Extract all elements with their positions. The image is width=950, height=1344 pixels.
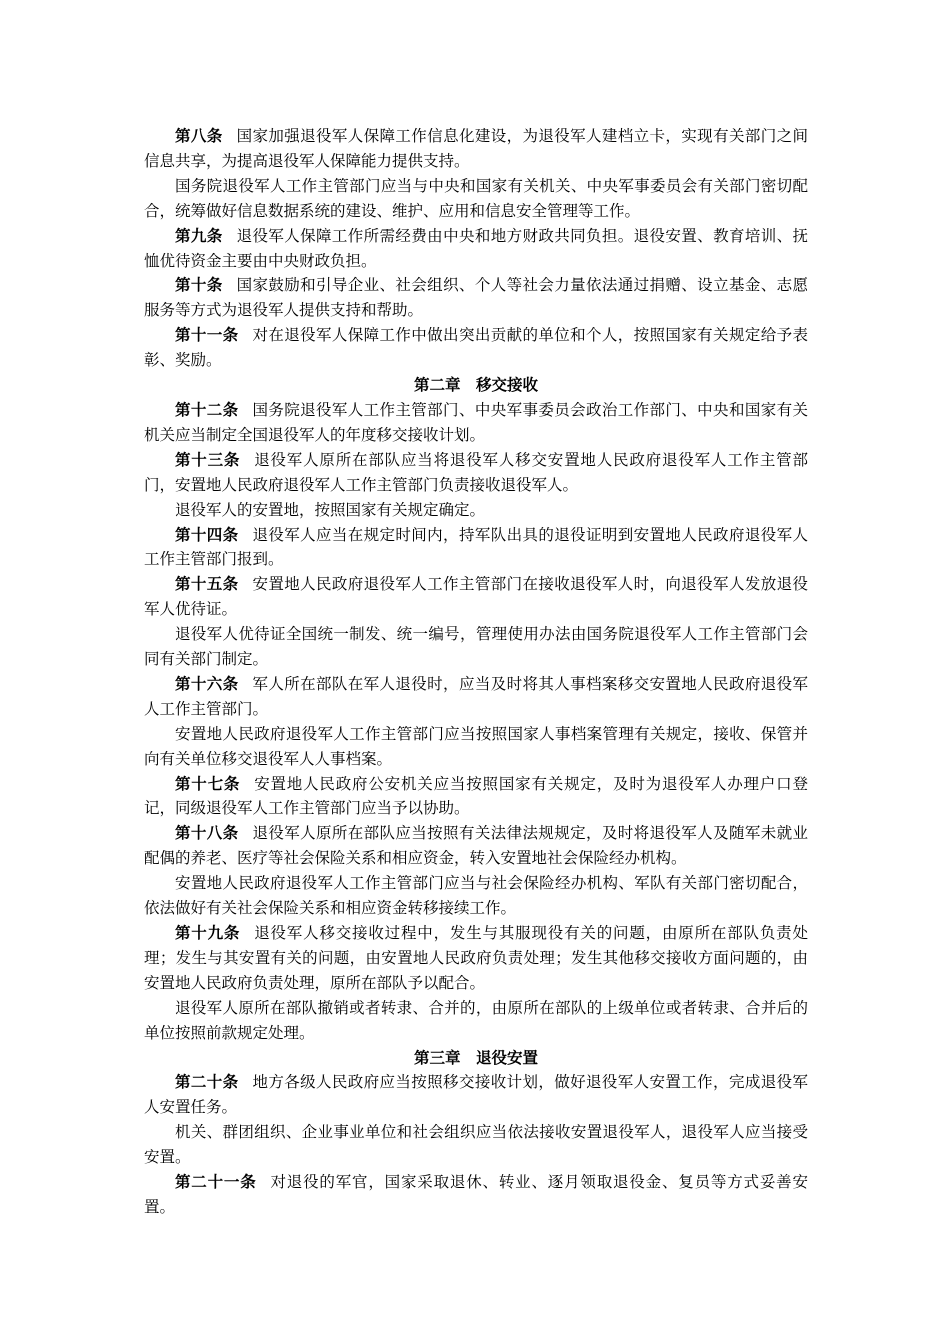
chapter-number: 第二章: [413, 375, 461, 395]
article-paragraph: [144, 273, 808, 323]
paragraph-text: 安置地人民政府退役军人工作主管部门应当按照国家人事档案管理有关规定，接收、保管并向有关单位移交退役军人人事档案。: [144, 724, 808, 768]
chapter-heading: [144, 1046, 808, 1071]
article-number: 第十三条: [175, 449, 241, 469]
paragraph-text: 军人所在部队在军人退役时，应当及时将其人事档案移交安置地人民政府退役军人工作主管部门。: [144, 674, 808, 718]
article-number: 第十二条: [175, 399, 239, 419]
article-number: 第十四条: [175, 524, 239, 544]
article-paragraph: [144, 224, 808, 274]
paragraph-text: 安置地人民政府退役军人工作主管部门应当与社会保险经办机构、军队有关部门密切配合，依法做好有关社会保险关系和相应资金转移接续工作。: [144, 874, 808, 918]
article-number: 第十条: [175, 275, 223, 295]
article-paragraph: [144, 996, 808, 1046]
article-number: 第九条: [175, 225, 223, 245]
paragraph-text: 退役军人移交接收过程中，发生与其服现役有关的问题，由原所在部队负责处理；发生与其安置有关的问题，由安置地人民政府负责处理；发生其他移交接收方面问题的，由安置地人民政府负责处理，原所在部队予以配合。: [144, 924, 808, 992]
article-paragraph: [144, 448, 808, 498]
paragraph-text: 退役军人原所在部队撤销或者转隶、合并的，由原所在部队的上级单位或者转隶、合并后的单位按照前款规定处理。: [144, 998, 808, 1042]
paragraph-text: 机关、群团组织、企业事业单位和社会组织应当依法接收安置退役军人，退役军人应当接受安置。: [144, 1123, 808, 1167]
article-paragraph: [144, 498, 808, 523]
article-paragraph: [144, 1070, 808, 1120]
paragraph-text: 退役军人优待证全国统一制发、统一编号，管理使用办法由国务院退役军人工作主管部门会同有关部门制定。: [144, 625, 808, 669]
article-number: 第十一条: [175, 325, 239, 345]
paragraph-text: 安置地人民政府退役军人工作主管部门在接收退役军人时，向退役军人发放退役军人优待证。: [144, 575, 808, 619]
paragraph-text: 地方各级人民政府应当按照移交接收计划，做好退役军人安置工作，完成退役军人安置任务。: [144, 1073, 808, 1117]
paragraph-text: 安置地人民政府公安机关应当按照国家有关规定，及时为退役军人办理户口登记，同级退役军人工作主管部门应当予以协助。: [144, 774, 808, 818]
paragraph-text: 退役军人的安置地，按照国家有关规定确定。: [175, 500, 486, 519]
paragraph-text: 退役军人保障工作所需经费由中央和地方财政共同负担。退役安置、教育培训、抚恤优待资金主要由中央财政负担。: [144, 226, 808, 270]
article-number: 第十六条: [175, 673, 239, 693]
article-paragraph: [144, 398, 808, 448]
article-paragraph: [144, 323, 808, 373]
article-number: 第八条: [175, 126, 223, 145]
article-number: 第十五条: [175, 574, 239, 594]
article-paragraph: [144, 1120, 808, 1170]
chapter-heading: [144, 373, 808, 398]
paragraph-text: 国务院退役军人工作主管部门应当与中央和国家有关机关、中央军事委员会有关部门密切配合，统筹做好信息数据系统的建设、维护、应用和信息安全管理等工作。: [144, 176, 808, 220]
paragraph-text: 退役军人原所在部队应当按照有关法律法规规定，及时将退役军人及随军未就业配偶的养老、医疗等社会保险关系和相应资金，转入安置地社会保险经办机构。: [144, 824, 808, 868]
article-paragraph: [144, 821, 808, 871]
article-paragraph: [144, 672, 808, 722]
paragraph-text: 退役军人应当在规定时间内，持军队出具的退役证明到安置地人民政府退役军人工作主管部门报到。: [144, 525, 808, 569]
chapter-title: 退役安置: [476, 1047, 539, 1067]
paragraph-text: 国务院退役军人工作主管部门、中央军事委员会政治工作部门、中央和国家有关机关应当制定全国退役军人的年度移交接收计划。: [144, 400, 808, 444]
article-number: 第十九条: [175, 923, 241, 942]
article-number: 第十八条: [175, 823, 239, 843]
article-paragraph: [144, 772, 808, 822]
article-paragraph: [144, 722, 808, 772]
document-body: [144, 124, 808, 1220]
chapter-number: 第三章: [413, 1047, 461, 1067]
chapter-title: 移交接收: [476, 375, 539, 395]
article-paragraph: [144, 572, 808, 622]
paragraph-text: 退役军人原所在部队应当将退役军人移交安置地人民政府退役军人工作主管部门，安置地人民政府退役军人工作主管部门负责接收退役军人。: [144, 450, 808, 494]
paragraph-text: 国家鼓励和引导企业、社会组织、个人等社会力量依法通过捐赠、设立基金、志愿服务等方式为退役军人提供支持和帮助。: [144, 276, 808, 320]
paragraph-text: 国家加强退役军人保障工作信息化建设，为退役军人建档立卡，实现有关部门之间信息共享，为提高退役军人保障能力提供支持。: [144, 127, 808, 170]
article-paragraph: [144, 921, 808, 996]
article-number: 第二十一条: [175, 1172, 257, 1192]
article-paragraph: [144, 871, 808, 921]
article-number: 第二十条: [175, 1072, 239, 1092]
article-paragraph: [144, 174, 808, 224]
article-paragraph: [144, 622, 808, 672]
paragraph-text: 对在退役军人保障工作中做出突出贡献的单位和个人，按照国家有关规定给予表彰、奖励。: [144, 326, 808, 370]
article-paragraph: [144, 1170, 808, 1220]
article-paragraph: [144, 124, 808, 174]
article-number: 第十七条: [175, 773, 241, 793]
article-paragraph: [144, 523, 808, 573]
paragraph-text: 对退役的军官，国家采取退休、转业、逐月领取退役金、复员等方式妥善安置。: [144, 1173, 808, 1216]
